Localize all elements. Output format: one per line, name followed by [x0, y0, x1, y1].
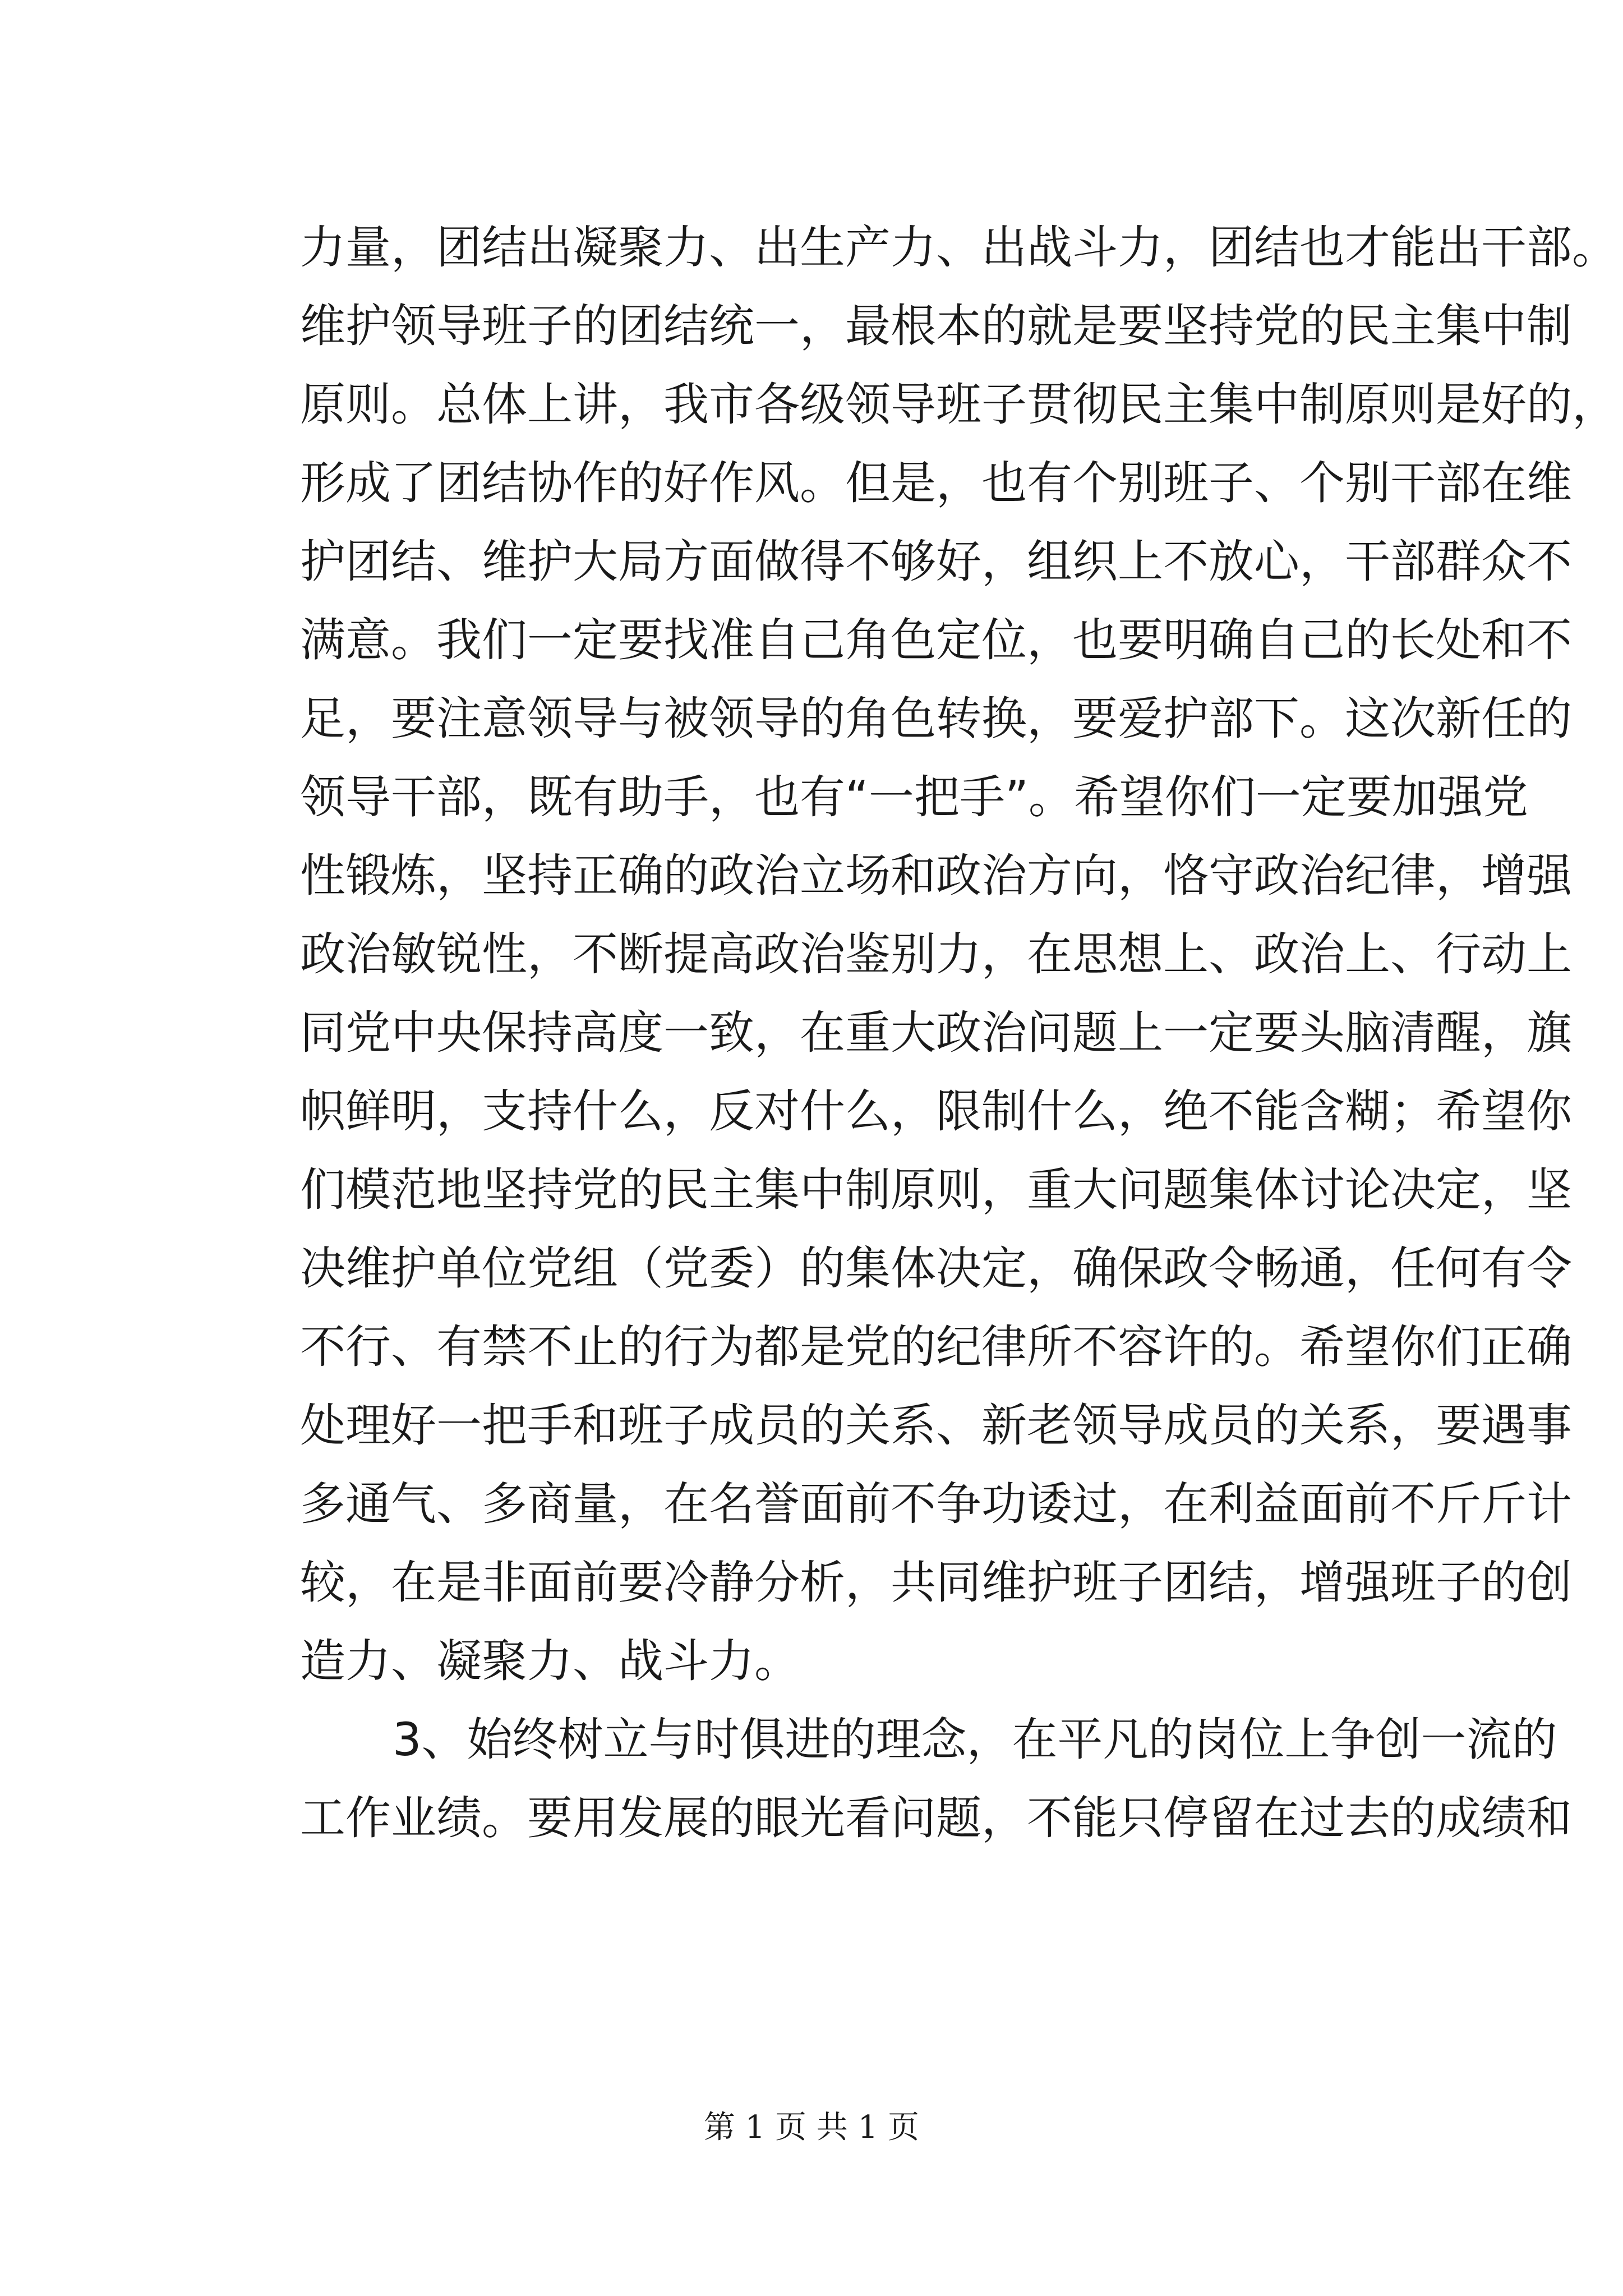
- body-text-line: 工作业绩。要用发展的眼光看问题，不能只停留在过去的成绩和: [300, 1792, 1573, 1845]
- body-text-line: 多通气、多商量，在名誉面前不争功诿过，在利益面前不斤斤计: [300, 1478, 1573, 1531]
- body-text-line: 较，在是非面前要冷静分析，共同维护班子团结，增强班子的创: [300, 1557, 1573, 1609]
- body-text-line: 足，要注意领导与被领导的角色转换，要爱护部下。这次新任的: [300, 693, 1573, 746]
- body-text-line: 领导干部，既有助手，也有“一把手”。希望你们一定要加强党: [300, 771, 1528, 824]
- body-text-line: 决维护单位党组（党委）的集体决定，确保政令畅通，任何有令: [300, 1243, 1573, 1295]
- page-footer: 第 1 页 共 1 页: [703, 2109, 920, 2146]
- body-text-line: 处理好一把手和班子成员的关系、新老领导成员的关系，要遇事: [300, 1400, 1573, 1452]
- body-text-line: 维护领导班子的团结统一，最根本的就是要坚持党的民主集中制: [300, 300, 1573, 353]
- body-text-line: 力量，团结出凝聚力、出生产力、出战斗力，团结也才能出干部。: [300, 222, 1618, 274]
- body-text-line: 满意。我们一定要找准自己角色定位，也要明确自己的长处和不: [300, 614, 1573, 667]
- body-text-line: 政治敏锐性，不断提高政治鉴别力，在思想上、政治上、行动上: [300, 928, 1573, 981]
- body-text-line: 3、始终树立与时俱进的理念，在平凡的岗位上争创一流的: [393, 1714, 1557, 1766]
- body-text-line: 造力、凝聚力、战斗力。: [300, 1635, 800, 1688]
- body-text-line: 形成了团结协作的好作风。但是，也有个别班子、个别干部在维: [300, 457, 1573, 510]
- body-text-line: 护团结、维护大局方面做得不够好，组织上不放心，干部群众不: [300, 536, 1573, 588]
- body-text-line: 原则。总体上讲，我市各级领导班子贯彻民主集中制原则是好的，: [300, 379, 1618, 431]
- body-text-line: 同党中央保持高度一致，在重大政治问题上一定要头脑清醒，旗: [300, 1007, 1573, 1060]
- body-text-line: 们模范地坚持党的民主集中制原则，重大问题集体讨论决定，坚: [300, 1164, 1573, 1217]
- body-text-line: 帜鲜明，支持什么，反对什么，限制什么，绝不能含糊；希望你: [300, 1085, 1573, 1138]
- body-text-line: 不行、有禁不止的行为都是党的纪律所不容许的。希望你们正确: [300, 1321, 1573, 1374]
- body-text-line: 性锻炼，坚持正确的政治立场和政治方向，恪守政治纪律，增强: [300, 850, 1573, 903]
